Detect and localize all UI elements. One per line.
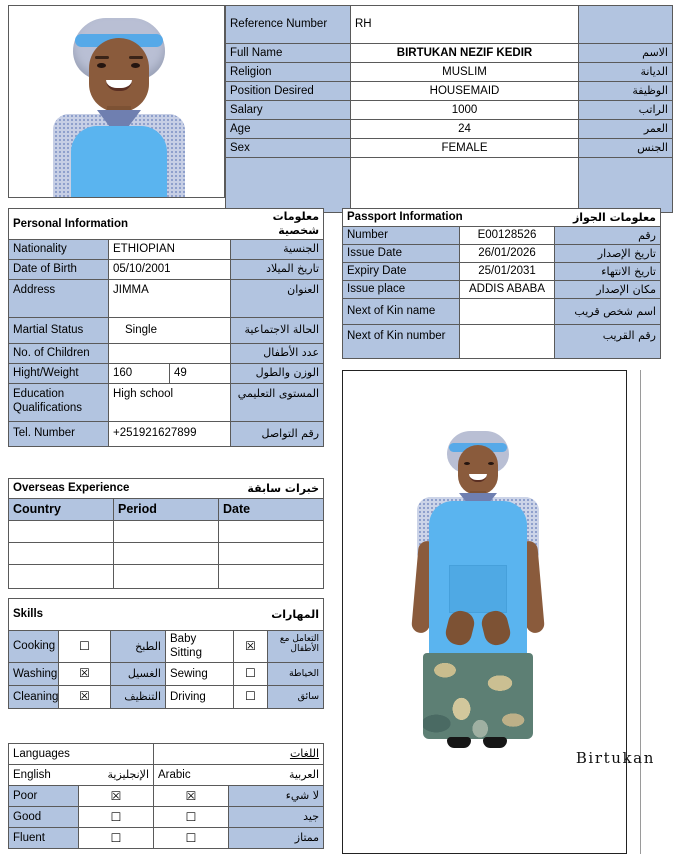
row-value: 26/01/2026 <box>460 245 555 263</box>
row-value: RH <box>351 6 579 44</box>
row-arabic: اسم شخص قريب <box>555 299 661 325</box>
table-row <box>226 101 673 120</box>
row-label: Reference Number <box>226 6 351 44</box>
section-title-row <box>9 599 324 631</box>
skill-checkbox-washing[interactable]: ☒ <box>59 662 111 685</box>
row-label: Martial Status <box>9 317 109 343</box>
row-label: Address <box>9 279 109 317</box>
skill-label-washing: Washing <box>9 662 59 685</box>
row-arabic: العنوان <box>231 279 324 317</box>
section-title-en: Personal Information <box>9 209 231 240</box>
row-arabic: رقم التواصل <box>231 421 324 446</box>
table-row <box>9 807 324 828</box>
table-row <box>9 565 324 589</box>
row-arabic: المستوى التعليمي <box>231 383 324 421</box>
row-label: Next of Kin number <box>343 325 460 359</box>
row-value: JIMMA <box>109 279 231 317</box>
row-arabic: الديانة <box>579 63 673 82</box>
table-row <box>343 227 661 245</box>
row-value-height: 160 <box>109 363 170 383</box>
row-value <box>109 343 231 363</box>
fullbody-shoe-right <box>483 737 507 748</box>
section-title-pad <box>154 744 229 765</box>
table-row <box>343 281 661 299</box>
overseas-experience-table <box>8 478 324 589</box>
section-title-en: Languages <box>9 744 154 765</box>
skill-arabic-washing: الغسيل <box>111 662 166 685</box>
language-checkbox-english-good[interactable]: ☐ <box>79 807 154 828</box>
fullbody-skirt <box>423 653 533 739</box>
spacer-label <box>226 158 351 213</box>
table-row <box>9 343 324 363</box>
skill-label-sewing: Sewing <box>166 662 234 685</box>
applicant-summary-table <box>225 5 673 213</box>
table-row <box>9 317 324 343</box>
skill-arabic-cleaning: التنظيف <box>111 685 166 708</box>
row-arabic: تاريخ الإصدار <box>555 245 661 263</box>
section-title-ar: خبرات سابقة <box>219 479 324 499</box>
language-level-poor-arabic: لا شيء <box>229 786 324 807</box>
row-arabic: عدد الأطفال <box>231 343 324 363</box>
fullbody-apron-pocket <box>449 565 507 613</box>
language-level-good: Good <box>9 807 79 828</box>
row-label: Tel. Number <box>9 421 109 446</box>
skill-arabic-sewing: الخياطة <box>268 662 324 685</box>
row-label: Nationality <box>9 239 109 259</box>
section-title-row <box>9 744 324 765</box>
table-row <box>226 82 673 101</box>
row-label: Religion <box>226 63 351 82</box>
table-header-row <box>9 765 324 786</box>
table-row <box>9 383 324 421</box>
fullbody-shoe-left <box>447 737 471 748</box>
section-title-row <box>9 479 324 499</box>
cell-date <box>219 565 324 589</box>
cell-date <box>219 521 324 543</box>
section-title-en: Overseas Experience <box>9 479 219 499</box>
cell-period <box>114 565 219 589</box>
cell-country <box>9 543 114 565</box>
table-row <box>9 279 324 317</box>
headshot-photo <box>8 5 225 198</box>
row-value: HOUSEMAID <box>351 82 579 101</box>
photo-caption: Birtukan <box>575 749 655 767</box>
table-header-row <box>9 499 324 521</box>
language-checkbox-arabic-fluent[interactable]: ☐ <box>154 828 229 849</box>
skill-label-babysitting: Baby Sitting <box>166 631 234 663</box>
row-label: Date of Birth <box>9 259 109 279</box>
table-row <box>9 521 324 543</box>
language-checkbox-english-poor[interactable]: ☒ <box>79 786 154 807</box>
skill-arabic-cooking: الطبخ <box>111 631 166 663</box>
language-checkbox-arabic-good[interactable]: ☐ <box>154 807 229 828</box>
table-row <box>343 263 661 281</box>
row-arabic: رقم القريب <box>555 325 661 359</box>
row-label: Position Desired <box>226 82 351 101</box>
table-row <box>9 543 324 565</box>
row-arabic: الحالة الاجتماعية <box>231 317 324 343</box>
section-title-en: Skills <box>9 599 268 631</box>
row-value: Single <box>109 317 231 343</box>
full-body-photo <box>342 370 627 854</box>
row-arabic: الوظيفة <box>579 82 673 101</box>
language-english-label: English <box>9 765 79 786</box>
skill-checkbox-cooking[interactable]: ☐ <box>59 631 111 663</box>
row-value <box>460 325 555 359</box>
row-value <box>460 299 555 325</box>
headshot-face <box>89 38 149 112</box>
cell-country <box>9 521 114 543</box>
row-label: Age <box>226 120 351 139</box>
table-row <box>9 828 324 849</box>
row-arabic <box>579 6 673 44</box>
row-value: 05/10/2001 <box>109 259 231 279</box>
column-header-country: Country <box>9 499 114 521</box>
column-header-period: Period <box>114 499 219 521</box>
table-row <box>9 421 324 446</box>
table-row <box>343 245 661 263</box>
row-value: +251921627899 <box>109 421 231 446</box>
row-arabic: تاريخ الميلاد <box>231 259 324 279</box>
table-row <box>226 63 673 82</box>
row-label: Salary <box>226 101 351 120</box>
table-row <box>343 299 661 325</box>
skill-checkbox-cleaning[interactable]: ☒ <box>59 685 111 708</box>
row-arabic: رقم <box>555 227 661 245</box>
skill-label-cooking: Cooking <box>9 631 59 663</box>
headshot-apron <box>71 126 167 198</box>
row-arabic: العمر <box>579 120 673 139</box>
skill-arabic-driving: سائق <box>268 685 324 708</box>
cell-date <box>219 543 324 565</box>
row-value: 25/01/2031 <box>460 263 555 281</box>
languages-table <box>8 743 324 849</box>
section-title-ar: اللغات <box>229 744 324 765</box>
skill-label-driving: Driving <box>166 685 234 708</box>
row-label: Number <box>343 227 460 245</box>
headshot-eye-left <box>97 63 106 68</box>
row-value: High school <box>109 383 231 421</box>
row-label: Sex <box>226 139 351 158</box>
table-row <box>9 363 324 383</box>
row-value: FEMALE <box>351 139 579 158</box>
table-row <box>226 44 673 63</box>
language-english-arabic: الإنجليزية <box>79 765 154 786</box>
row-value: E00128526 <box>460 227 555 245</box>
row-label: Next of Kin name <box>343 299 460 325</box>
language-level-fluent: Fluent <box>9 828 79 849</box>
row-arabic: الجنس <box>579 139 673 158</box>
row-value-weight: 49 <box>170 363 231 383</box>
language-arabic-label: Arabic <box>154 765 229 786</box>
table-row <box>226 6 673 44</box>
section-title-ar: معلومات شخصية <box>231 209 324 240</box>
table-row <box>9 631 324 663</box>
section-title-row <box>343 209 661 227</box>
row-arabic: الاسم <box>579 44 673 63</box>
language-checkbox-english-fluent[interactable]: ☐ <box>79 828 154 849</box>
row-label: No. of Children <box>9 343 109 363</box>
row-label: Education Qualifications <box>9 383 109 421</box>
table-row <box>9 786 324 807</box>
language-level-poor: Poor <box>9 786 79 807</box>
row-label: Issue place <box>343 281 460 299</box>
table-row-spacer <box>226 158 673 213</box>
section-title-ar: معلومات الجواز <box>555 209 661 227</box>
headshot-brow-left <box>95 56 109 59</box>
fullbody-eye-left <box>464 462 470 465</box>
row-arabic: مكان الإصدار <box>555 281 661 299</box>
photo-frame-divider-line <box>640 370 641 854</box>
header-block <box>8 5 672 198</box>
headshot-brow-right <box>129 56 143 59</box>
table-row <box>226 139 673 158</box>
skill-checkbox-babysitting[interactable]: ☒ <box>234 631 268 663</box>
row-arabic: الوزن والطول <box>231 363 324 383</box>
spacer-arabic <box>579 158 673 213</box>
row-label: Full Name <box>226 44 351 63</box>
skill-checkbox-sewing[interactable]: ☐ <box>234 662 268 685</box>
language-checkbox-arabic-poor[interactable]: ☒ <box>154 786 229 807</box>
language-arabic-arabic: العربية <box>229 765 324 786</box>
cell-country <box>9 565 114 589</box>
row-value: ADDIS ABABA <box>460 281 555 299</box>
skills-table <box>8 598 324 709</box>
cell-period <box>114 521 219 543</box>
section-title-row <box>9 209 324 240</box>
column-header-date: Date <box>219 499 324 521</box>
row-arabic: تاريخ الانتهاء <box>555 263 661 281</box>
row-value: ETHIOPIAN <box>109 239 231 259</box>
personal-information-table <box>8 208 324 447</box>
language-level-good-arabic: جيد <box>229 807 324 828</box>
section-title-ar: المهارات <box>268 599 324 631</box>
row-arabic: الراتب <box>579 101 673 120</box>
skill-label-cleaning: Cleaning <box>9 685 59 708</box>
row-value: 24 <box>351 120 579 139</box>
table-row <box>9 685 324 708</box>
row-label: Expiry Date <box>343 263 460 281</box>
table-row <box>9 259 324 279</box>
row-value: MUSLIM <box>351 63 579 82</box>
table-row <box>343 325 661 359</box>
table-row <box>226 120 673 139</box>
cell-period <box>114 543 219 565</box>
table-row <box>9 662 324 685</box>
headshot-eye-right <box>131 63 140 68</box>
applicant-summary-body <box>226 6 673 213</box>
passport-information-table <box>342 208 661 359</box>
section-title-en: Passport Information <box>343 209 555 227</box>
row-value: BIRTUKAN NEZIF KEDIR <box>351 44 579 63</box>
language-level-fluent-arabic: ممتاز <box>229 828 324 849</box>
spacer-value <box>351 158 579 213</box>
row-value: 1000 <box>351 101 579 120</box>
table-row <box>9 239 324 259</box>
skill-checkbox-driving[interactable]: ☐ <box>234 685 268 708</box>
skill-arabic-babysitting: التعامل مع الأطفال <box>268 631 324 663</box>
row-label: Issue Date <box>343 245 460 263</box>
fullbody-eye-right <box>488 462 494 465</box>
row-arabic: الجنسية <box>231 239 324 259</box>
row-label: Hight/Weight <box>9 363 109 383</box>
fullbody-face <box>458 445 498 495</box>
